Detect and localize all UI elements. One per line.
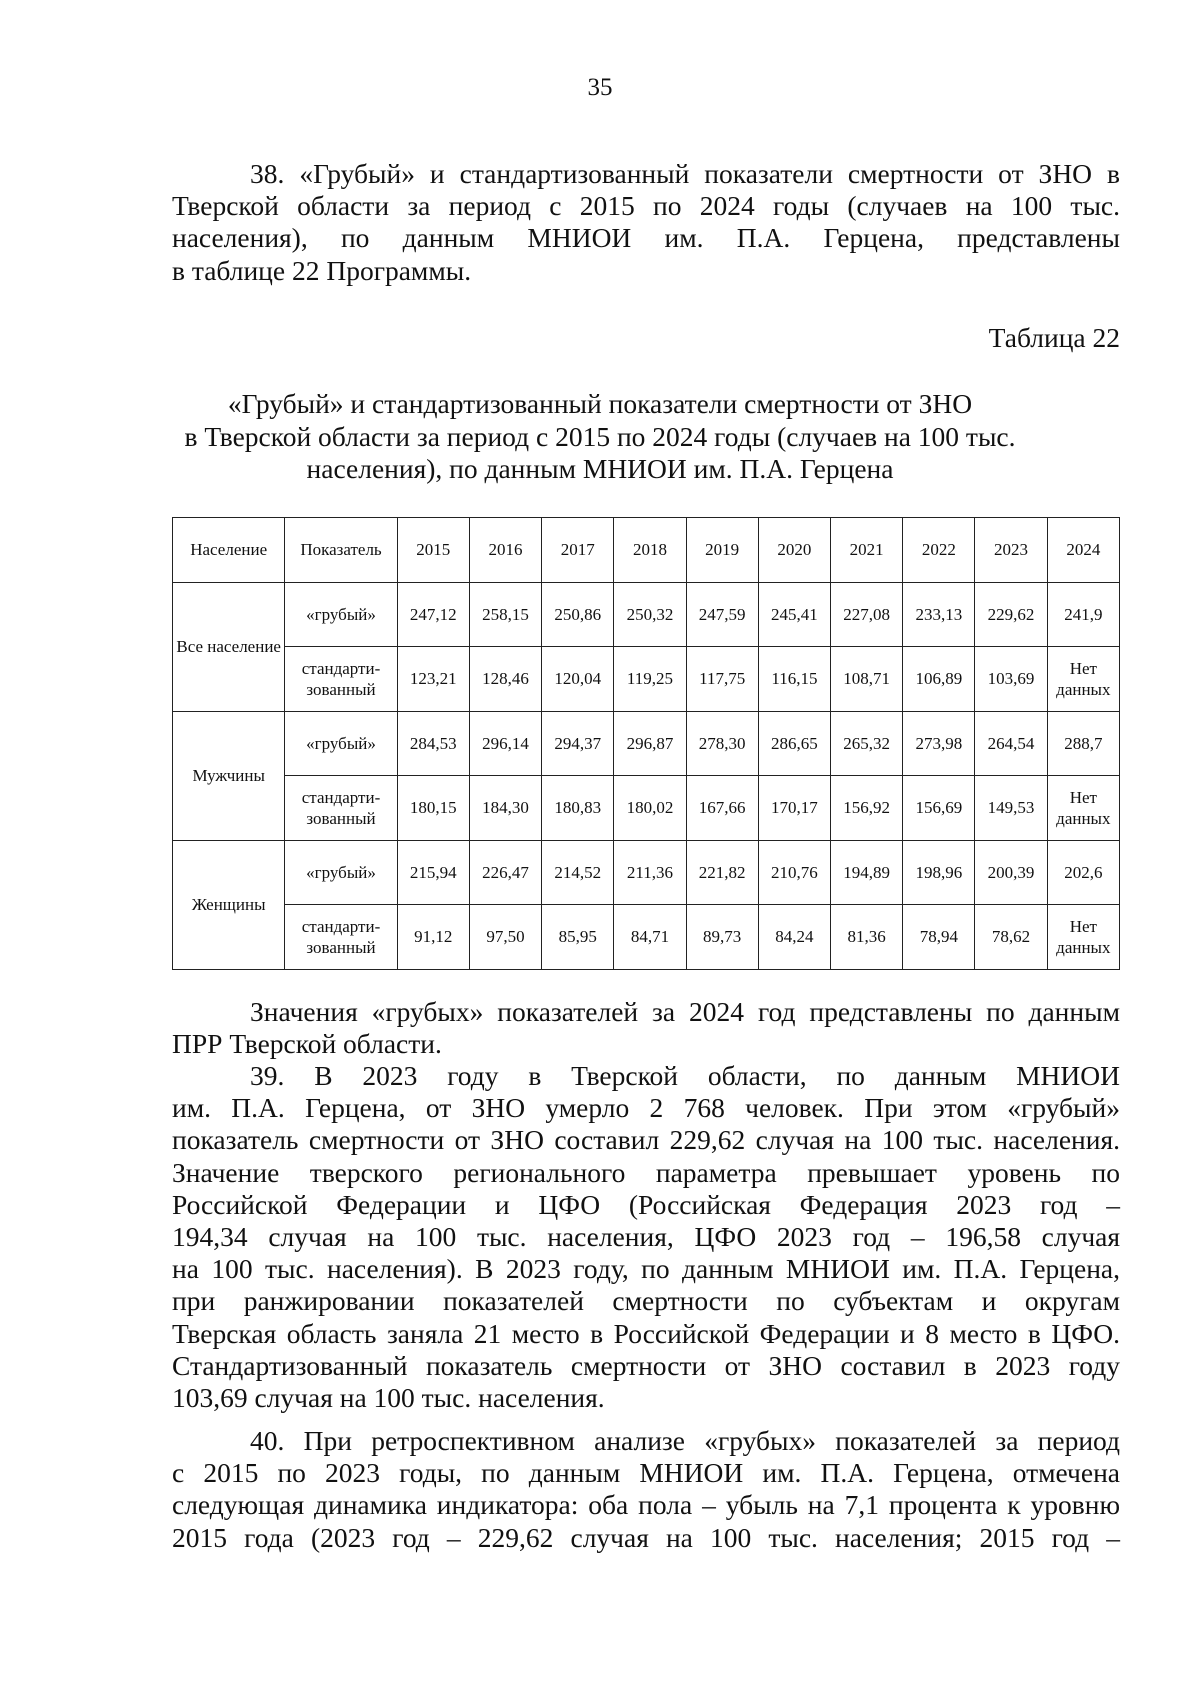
value-cell: 116,15 [758, 647, 830, 712]
value-cell: 108,71 [831, 647, 903, 712]
value-cell: 264,54 [975, 711, 1047, 776]
value-cell: 210,76 [758, 840, 830, 905]
header-cell: 2015 [397, 518, 469, 583]
value-cell: 250,32 [614, 582, 686, 647]
value-cell: 288,7 [1047, 711, 1119, 776]
paragraph-line: населения), по данным МНИОИ им. П.А. Герцена, представлены [172, 222, 1120, 254]
paragraph-line: на 100 тыс. населения). В 2023 году, по данным МНИОИ им. П.А. Герцена, [172, 1253, 1120, 1285]
value-cell: 284,53 [397, 711, 469, 776]
paragraph-line: 38. «Грубый» и стандартизованный показатели смертности от ЗНО в [250, 158, 1120, 189]
value-cell: 106,89 [903, 647, 975, 712]
value-cell: 247,59 [686, 582, 758, 647]
value-cell: 117,75 [686, 647, 758, 712]
value-cell: 123,21 [397, 647, 469, 712]
paragraph-line: следующая динамика индикатора: оба пола – убыль на 7,1 процента к уровню [172, 1489, 1120, 1521]
paragraph-line: ПРР Тверской области. [172, 1028, 442, 1060]
value-cell: 258,15 [469, 582, 541, 647]
paragraph-line: при ранжировании показателей смертности по субъектам и округам [172, 1285, 1120, 1317]
population-cell: Все население [173, 582, 285, 711]
table-row [173, 840, 1120, 905]
header-cell: 2022 [903, 518, 975, 583]
value-cell: 198,96 [903, 840, 975, 905]
value-cell: 215,94 [397, 840, 469, 905]
paragraph-line: 194,34 случая на 100 тыс. населения, ЦФО 2023 год – 196,58 случая [172, 1221, 1120, 1253]
value-cell: 250,86 [542, 582, 614, 647]
paragraph-line: с 2015 по 2023 годы, по данным МНИОИ им. П.А. Герцена, отмечена [172, 1457, 1120, 1489]
paragraph-38 [172, 158, 1120, 287]
paragraph-line: 2015 года (2023 год – 229,62 случая на 100 тыс. населения; 2015 год – [172, 1521, 1120, 1553]
value-cell: 167,66 [686, 776, 758, 841]
indicator-cell: «грубый» [285, 582, 397, 647]
value-cell: 200,39 [975, 840, 1047, 905]
paragraph-39 [172, 1060, 1120, 1414]
value-cell: 120,04 [542, 647, 614, 712]
value-cell: 128,46 [469, 647, 541, 712]
paragraph-line: Тверская область заняла 21 место в Российской Федерации и 8 место в ЦФО. [172, 1317, 1120, 1349]
header-cell: 2016 [469, 518, 541, 583]
value-cell: 78,94 [903, 905, 975, 970]
value-cell: 278,30 [686, 711, 758, 776]
value-cell: Нет данных [1047, 905, 1119, 970]
page-number: 35 [587, 74, 613, 101]
paragraph-line: Тверской области за период с 2015 по 2024 годы (случаев на 100 тыс. [172, 190, 1120, 222]
table-row [173, 582, 1120, 647]
population-cell: Женщины [173, 840, 285, 969]
value-cell: 180,15 [397, 776, 469, 841]
paragraph-line: в таблице 22 Программы. [172, 254, 472, 286]
value-cell: 241,9 [1047, 582, 1119, 647]
value-cell: 214,52 [542, 840, 614, 905]
value-cell: Нет данных [1047, 776, 1119, 841]
value-cell: 180,83 [542, 776, 614, 841]
paragraph-line: Стандартизованный показатель смертности от ЗНО составил в 2023 году [172, 1349, 1120, 1381]
value-cell: 211,36 [614, 840, 686, 905]
paragraph-line: Российской Федерации и ЦФО (Российская Федерация 2023 год – [172, 1188, 1120, 1220]
header-cell: Показатель [285, 518, 397, 583]
value-cell: 91,12 [397, 905, 469, 970]
header-cell: 2017 [542, 518, 614, 583]
value-cell: 184,30 [469, 776, 541, 841]
table-row [173, 711, 1120, 776]
indicator-cell: стандарти-зованный [285, 647, 397, 712]
value-cell: 84,24 [758, 905, 830, 970]
value-cell: 78,62 [975, 905, 1047, 970]
value-cell: 84,71 [614, 905, 686, 970]
header-cell: 2021 [831, 518, 903, 583]
indicator-cell: «грубый» [285, 840, 397, 905]
indicator-cell: стандарти-зованный [285, 905, 397, 970]
population-cell: Мужчины [173, 711, 285, 840]
value-cell: 156,69 [903, 776, 975, 841]
mortality-table [172, 517, 1120, 970]
value-cell: 97,50 [469, 905, 541, 970]
table-row [173, 776, 1120, 841]
value-cell: 221,82 [686, 840, 758, 905]
table-title [150, 388, 1050, 486]
value-cell: 119,25 [614, 647, 686, 712]
paragraph-line: Значение тверского регионального параметра превышает уровень по [172, 1156, 1120, 1188]
paragraph-line: 103,69 случая на 100 тыс. населения. [172, 1382, 605, 1414]
paragraph-line: показатель смертности от ЗНО составил 229,62 случая на 100 тыс. населения. [172, 1124, 1120, 1156]
table-title-line: в Тверской области за период с 2015 по 2024 годы (случаев на 100 тыс. [184, 420, 1016, 452]
table-label: Таблица 22 [988, 322, 1120, 353]
value-cell: 233,13 [903, 582, 975, 647]
header-cell: 2020 [758, 518, 830, 583]
value-cell: 194,89 [831, 840, 903, 905]
table-row [173, 647, 1120, 712]
header-cell: 2024 [1047, 518, 1119, 583]
table-title-line: населения), по данным МНИОИ им. П.А. Герцена [306, 453, 894, 484]
value-cell: 81,36 [831, 905, 903, 970]
value-cell: 296,87 [614, 711, 686, 776]
header-cell: Население [173, 518, 285, 583]
paragraph-line: 39. В 2023 году в Тверской области, по данным МНИОИ [250, 1060, 1120, 1091]
value-cell: 170,17 [758, 776, 830, 841]
table-body [173, 582, 1120, 969]
paragraph-40 [172, 1425, 1120, 1554]
value-cell: 156,92 [831, 776, 903, 841]
paragraph-line: Значения «грубых» показателей за 2024 год представлены по данным [250, 996, 1120, 1027]
table-row [173, 905, 1120, 970]
value-cell: 296,14 [469, 711, 541, 776]
value-cell: 227,08 [831, 582, 903, 647]
indicator-cell: «грубый» [285, 711, 397, 776]
header-cell: 2018 [614, 518, 686, 583]
value-cell: 180,02 [614, 776, 686, 841]
value-cell: 273,98 [903, 711, 975, 776]
paragraph-line: 40. При ретроспективном анализе «грубых» показателей за период [250, 1425, 1120, 1456]
value-cell: 89,73 [686, 905, 758, 970]
value-cell: 294,37 [542, 711, 614, 776]
value-cell: 286,65 [758, 711, 830, 776]
value-cell: 85,95 [542, 905, 614, 970]
table-header-row [173, 518, 1120, 583]
indicator-cell: стандарти-зованный [285, 776, 397, 841]
value-cell: 265,32 [831, 711, 903, 776]
value-cell: 226,47 [469, 840, 541, 905]
value-cell: 229,62 [975, 582, 1047, 647]
header-cell: 2019 [686, 518, 758, 583]
table-title-line: «Грубый» и стандартизованный показатели смертности от ЗНО [227, 388, 973, 419]
header-cell: 2023 [975, 518, 1047, 583]
value-cell: 247,12 [397, 582, 469, 647]
paragraph-line: им. П.А. Герцена, от ЗНО умерло 2 768 человек. При этом «грубый» [172, 1092, 1120, 1124]
value-cell: 103,69 [975, 647, 1047, 712]
paragraph-note [172, 996, 1120, 1060]
value-cell: Нет данных [1047, 647, 1119, 712]
value-cell: 245,41 [758, 582, 830, 647]
value-cell: 202,6 [1047, 840, 1119, 905]
value-cell: 149,53 [975, 776, 1047, 841]
